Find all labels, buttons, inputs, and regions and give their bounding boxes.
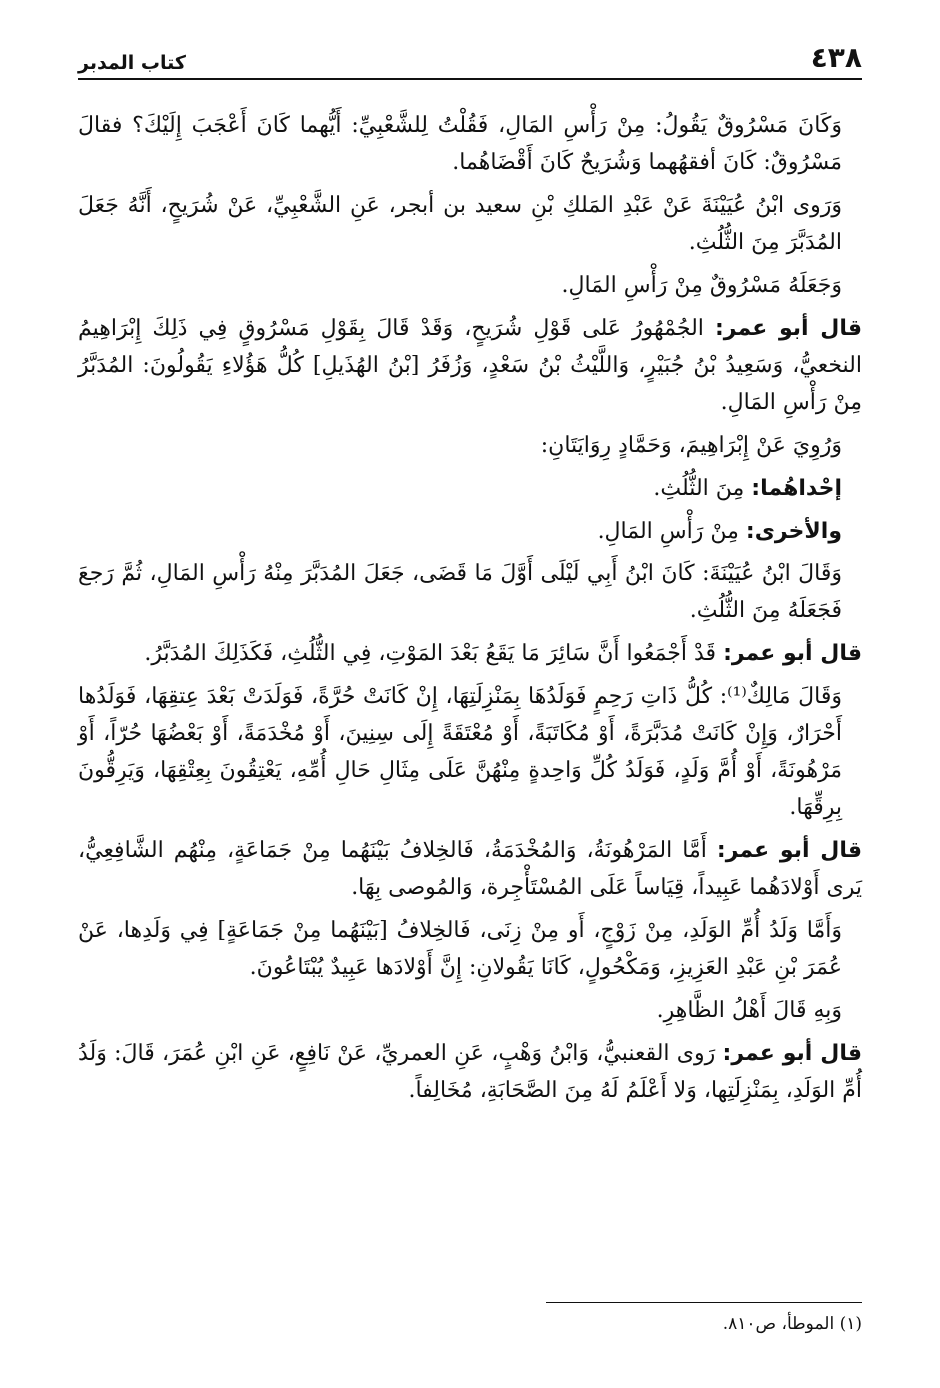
paragraph bbox=[78, 913, 862, 987]
paragraph-text: وَأَمَّا وَلَدُ أُمِّ الوَلَدِ، مِنْ زَوْجٍ، أَو مِنْ زِنَى، فَالخِلافُ [بَيْنَهُما مِنْ جَمَاعَةٍ] فِي وَلَدِها، عَنْ عُمَرَ بْنِ عَبْدِ العَزِيزِ، وَمَكْحُولٍ، كَانَا يَقُولانِ: إِنَّ أَوْلادَها عَبِيدٌ يُبْتَاعُونَ. bbox=[78, 918, 842, 981]
paragraph bbox=[78, 833, 862, 907]
paragraph-text: الجُمْهُورُ عَلى قَوْلِ شُرَيحٍ، وَقَدْ قَالَ بِقَوْلِ مَسْرُوقٍ فِي ذَلِكَ إِبْرَاهِيمُ النخعيُّ، وَسَعِيدُ بْنُ جُبَيْرٍ، وَاللَّيْثُ بْنُ سَعْدٍ، وَزُفَرُ [بْنُ الهُذَيلِ] كُلُّ هَؤُلاءِ يَقُولُونَ: المُدَبَّرُ مِنْ رَأْسِ المَالِ. bbox=[78, 315, 862, 415]
footnote-divider bbox=[546, 1302, 862, 1303]
paragraph-lead: إحْداهُما: bbox=[751, 475, 842, 501]
paragraph-text: قَدْ أَجْمَعُوا أَنَّ سَائِرَ مَا يَقَعُ بَعْدَ المَوْتِ، فِي الثُّلُثِ، فَكَذَلِكَ المُدَبَّرُ. bbox=[144, 641, 717, 667]
paragraph bbox=[78, 471, 862, 508]
paragraph bbox=[78, 679, 862, 827]
main-text bbox=[78, 108, 862, 1110]
paragraph-text: وَقَالَ مَالِكٌ⁽¹⁾: كُلُّ ذَاتِ رَحِمٍ فَوَلَدُهَا بِمَنْزِلَتِهَا، إِنْ كَانَتْ حُرَّةً، فَوَلَدَتْ بَعْدَ عِتقِهَا، فَوَلَدُها أَحْرَارٌ، وَإِنْ كَانَتْ مُدَبَّرَةً، أَوْ مُكَاتَبَةً، أَوْ مُعْتَقَةً إِلَى سِنِينَ، أَوْ مُخْدَمَةً، أَوْ بَعْضُهَا حُرّاً، أَوْ مَرْهُونَةً، أَوْ أُمَّ وَلَدٍ، فَوَلَدُ كُلِّ وَاحِدةٍ مِنْهُنَّ عَلَى مِثَالِ حَالِ أُمِّهِ، يَعْتِقُونَ بِعِتْقِهَا، وَيَرِقُّونَ بِرِقِّهَا. bbox=[78, 684, 842, 821]
paragraph bbox=[78, 108, 862, 182]
paragraph bbox=[78, 1036, 862, 1110]
paragraph bbox=[78, 268, 862, 305]
page-number: ٤٣٨ bbox=[810, 41, 862, 74]
paragraph-lead: قال أبو عمر: bbox=[722, 1040, 862, 1066]
paragraph-lead: قال أبو عمر: bbox=[714, 315, 862, 341]
paragraph-lead: والأخرى: bbox=[745, 518, 842, 544]
paragraph bbox=[78, 311, 862, 422]
paragraph-lead: قال أبو عمر: bbox=[723, 641, 862, 667]
paragraph-text: رَوى القعنبيُّ، وَابْنُ وَهْبٍ، عَنِ العمريِّ، عَنْ نَافِعٍ، عَنِ ابْنِ عُمَرَ، قَالَ: وَلَدُ أُمِّ الوَلَدِ، بِمَنْزِلَتِها، وَلا أَعْلَمُ لَهُ مِنَ الصَّحَابَةِ، مُخَالِفاً. bbox=[78, 1040, 862, 1103]
paragraph-text: وَبِهِ قَالَ أَهْلُ الظَّاهِرِ. bbox=[656, 997, 842, 1023]
paragraph-text: وَجَعَلَهُ مَسْرُوقٌ مِنْ رَأْسِ المَالِ. bbox=[561, 272, 842, 298]
paragraph bbox=[78, 188, 862, 262]
paragraph bbox=[78, 993, 862, 1030]
paragraph-text: وَرُوِيَ عَنْ إِبْرَاهِيمَ، وَحَمَّادٍ رِوَايَتَانِ: bbox=[540, 432, 842, 458]
book-title: كتاب المدبر bbox=[78, 52, 186, 74]
paragraph-text: أَمَّا المَرْهُونَةُ، وَالمُخْدَمَةُ، فَالخِلافُ بَيْنَهُما مِنْ جَمَاعَةٍ، مِنْهُم الشَّافِعِيُّ، يَرى أَوْلادَهُما عَبِيداً، قِيَاساً عَلَى المُسْتَأْجِرة، وَالمُوصى بِهَا. bbox=[78, 838, 862, 901]
paragraph bbox=[78, 514, 862, 551]
paragraph-text: مِنْ رَأْسِ المَالِ. bbox=[597, 518, 739, 544]
paragraph-text: وَرَوى ابْنُ عُيَيْنَةَ عَنْ عَبْدِ المَلكِ بْنِ سعيد بن أبجر، عَنِ الشَّعْبِيِّ، عَنْ شُرَيحٍ، أَنَّهُ جَعَلَ المُدَبَّرَ مِنَ الثُّلُثِ. bbox=[78, 192, 842, 255]
paragraph bbox=[78, 556, 862, 630]
paragraph bbox=[78, 428, 862, 465]
paragraph-text: مِنَ الثُّلُثِ. bbox=[653, 475, 745, 501]
paragraph-text: وَقَالَ ابْنُ عُيَيْنَةَ: كَانَ ابْنُ أَبِي لَيْلَى أَوَّلَ مَا قَضَى، جَعَلَ المُدَبَّرَ مِنْهُ رَأْسِ المَالِ، ثُمَّ رَجعَ فَجَعَلَهُ مِنَ الثُّلُثِ. bbox=[78, 561, 842, 624]
running-header bbox=[78, 40, 862, 80]
paragraph-text: وَكَانَ مَسْرُوقٌ يَقُولُ: مِنْ رَأْسِ المَالِ، فَقُلْتُ لِلشَّعْبِيِّ: أَيُّهما كَانَ أَعْجَبَ إِلَيْكَ؟ فقالَ مَسْرُوقٌ: كَانَ أفقهُهما وَشُرَيحٌ كَانَ أَقْضَاهُما. bbox=[78, 113, 842, 175]
footnote: (١) الموطأ، ص٨١٠. bbox=[722, 1314, 862, 1334]
paragraph bbox=[78, 636, 862, 673]
paragraph-lead: قال أبو عمر: bbox=[716, 838, 862, 864]
